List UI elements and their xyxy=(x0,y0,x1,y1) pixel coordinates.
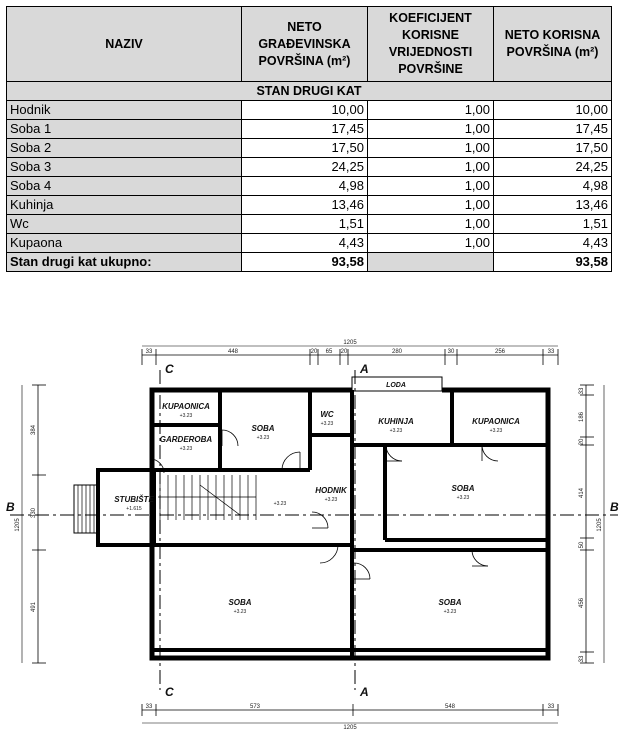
cell-name: Kuhinja xyxy=(7,196,242,215)
dim-label: 65 xyxy=(325,349,333,355)
section-mark-a-top: A xyxy=(360,362,369,376)
cell-koef: 1,00 xyxy=(368,139,494,158)
table-row xyxy=(7,139,612,158)
dim-label: 20 xyxy=(310,349,318,355)
cell-korisna: 17,45 xyxy=(494,120,612,139)
dim-label: 491 xyxy=(31,601,37,613)
dim-label: 414 xyxy=(579,487,585,499)
room-level: +3.23 xyxy=(320,421,334,427)
cell-neto: 17,45 xyxy=(242,120,368,139)
dim-label: 448 xyxy=(227,349,239,355)
dim-label: 548 xyxy=(444,704,456,710)
cell-name: Soba 2 xyxy=(7,139,242,158)
header-naziv: NAZIV xyxy=(7,7,242,82)
dim-label: 256 xyxy=(494,349,506,355)
door-swings xyxy=(150,430,498,579)
header-neto-korisna: NETO KORISNA POVRŠINA (m²) xyxy=(494,7,612,82)
cell-name: Kupaona xyxy=(7,234,242,253)
area-table xyxy=(6,6,612,272)
dim-label: 1205 xyxy=(597,518,603,532)
room-level: +3.23 xyxy=(389,428,403,434)
table-row xyxy=(7,158,612,177)
room-level: +3.23 xyxy=(456,495,470,501)
dim-label-total: 1205 xyxy=(343,725,357,731)
dim-label: 384 xyxy=(31,424,37,436)
cell-name: Wc xyxy=(7,215,242,234)
cell-neto: 4,43 xyxy=(242,234,368,253)
dim-label: 33 xyxy=(547,349,555,355)
cell-korisna: 17,50 xyxy=(494,139,612,158)
total-row xyxy=(7,253,612,272)
room-label-stubiste: STUBIŠTE xyxy=(114,495,154,504)
cell-neto: 4,98 xyxy=(242,177,368,196)
loggia-label: LODA xyxy=(386,382,406,389)
cell-name: Hodnik xyxy=(7,101,242,120)
room-label-soba-top: SOBA xyxy=(251,424,275,433)
cell-name: Soba 4 xyxy=(7,177,242,196)
cell-koef: 1,00 xyxy=(368,177,494,196)
room-level: +3.23 xyxy=(179,446,193,452)
room-label-soba-right: SOBA xyxy=(451,484,475,493)
header-neto-gradevinska: NETO GRAĐEVINSKA POVRŠINA (m²) xyxy=(242,7,368,82)
cell-koef: 1,00 xyxy=(368,158,494,177)
room-label-garderoba: GARDEROBA xyxy=(159,435,213,444)
dim-label: 33 xyxy=(579,655,585,663)
section-mark-b-left: B xyxy=(6,500,15,514)
dim-label: 280 xyxy=(391,349,403,355)
cell-koef: 1,00 xyxy=(368,234,494,253)
dim-label: 50 xyxy=(579,541,585,549)
section-mark-a-bottom: A xyxy=(360,685,369,699)
room-label-kupaonica-left: KUPAONICA xyxy=(162,402,210,411)
floor-plan-drawing xyxy=(0,340,628,731)
dim-label: 573 xyxy=(249,704,261,710)
cell-neto: 10,00 xyxy=(242,101,368,120)
cell-neto: 1,51 xyxy=(242,215,368,234)
cell-name: Soba 1 xyxy=(7,120,242,139)
dim-label: 330 xyxy=(31,507,37,519)
dim-label: 456 xyxy=(579,597,585,609)
stair-level: +3.23 xyxy=(273,501,287,507)
cell-neto: 17,50 xyxy=(242,139,368,158)
table-row xyxy=(7,101,612,120)
room-level: +3.23 xyxy=(179,413,193,419)
room-label-kuhinja: KUHINJA xyxy=(378,417,414,426)
cell-name: Soba 3 xyxy=(7,158,242,177)
section-mark-b-right: B xyxy=(610,500,619,514)
room-level: +1.615 xyxy=(126,506,142,512)
dim-label: 20 xyxy=(340,349,348,355)
stair-treads xyxy=(158,475,256,520)
dim-label: 20 xyxy=(579,438,585,446)
cell-neto: 13,46 xyxy=(242,196,368,215)
room-level: +3.23 xyxy=(489,428,503,434)
table-row xyxy=(7,177,612,196)
section-lines xyxy=(10,370,618,690)
total-label: Stan drugi kat ukupno: xyxy=(7,253,242,272)
room-label-hodnik: HODNIK xyxy=(315,486,347,495)
header-koeficijent: KOEFICIJENT KORISNE VRIJEDNOSTI POVRŠINE xyxy=(368,7,494,82)
room-label-soba-bottom-right: SOBA xyxy=(438,598,462,607)
table-row xyxy=(7,234,612,253)
cell-korisna: 4,43 xyxy=(494,234,612,253)
dim-label: 30 xyxy=(447,349,455,355)
table-row xyxy=(7,120,612,139)
cell-koef: 1,00 xyxy=(368,120,494,139)
room-level: +3.23 xyxy=(233,609,247,615)
dim-label: 33 xyxy=(547,704,555,710)
section-title: STAN DRUGI KAT xyxy=(7,82,612,101)
dim-label: 1205 xyxy=(15,518,21,532)
interior-walls xyxy=(152,390,548,650)
cell-korisna: 4,98 xyxy=(494,177,612,196)
cell-korisna: 24,25 xyxy=(494,158,612,177)
cell-korisna: 1,51 xyxy=(494,215,612,234)
room-label-soba-bottom-left: SOBA xyxy=(228,598,252,607)
total-korisna: 93,58 xyxy=(494,253,612,272)
table-row xyxy=(7,196,612,215)
cell-koef: 1,00 xyxy=(368,101,494,120)
cell-neto: 24,25 xyxy=(242,158,368,177)
total-neto: 93,58 xyxy=(242,253,368,272)
dim-label: 33 xyxy=(579,387,585,395)
cell-korisna: 10,00 xyxy=(494,101,612,120)
room-label-kupaonica-right: KUPAONICA xyxy=(472,417,520,426)
cell-koef: 1,00 xyxy=(368,215,494,234)
dim-label-total: 1205 xyxy=(343,340,357,346)
cell-korisna: 13,46 xyxy=(494,196,612,215)
cell-koef: 1,00 xyxy=(368,196,494,215)
total-koef-blank xyxy=(368,253,494,272)
section-mark-c-top: C xyxy=(165,362,174,376)
dim-label: 33 xyxy=(145,704,153,710)
dim-label: 33 xyxy=(145,349,153,355)
table-row xyxy=(7,215,612,234)
room-label-wc: WC xyxy=(320,410,334,419)
floor-plan xyxy=(0,340,628,731)
room-level: +3.23 xyxy=(324,497,338,503)
room-level: +3.23 xyxy=(443,609,457,615)
room-level: +3.23 xyxy=(256,435,270,441)
dim-label: 186 xyxy=(579,411,585,423)
section-mark-c-bottom: C xyxy=(165,685,174,699)
